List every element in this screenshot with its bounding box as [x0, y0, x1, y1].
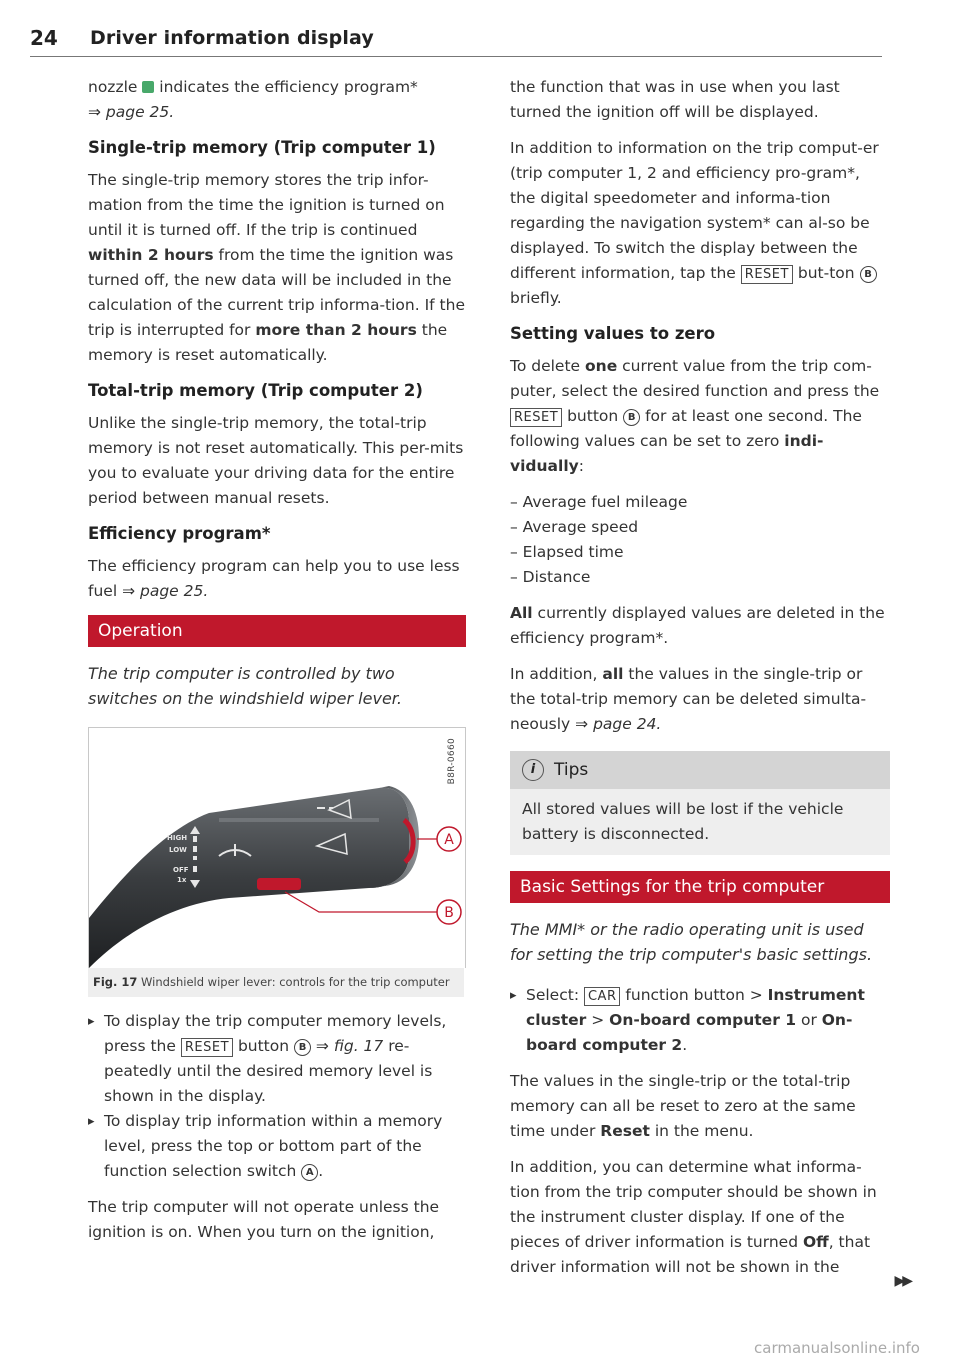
lever-mark-3 — [193, 856, 197, 860]
section-bar-operation: Operation — [88, 615, 466, 647]
lever-label-low: LOW — [169, 846, 187, 854]
lever-label-high: HIGH — [167, 834, 188, 842]
lever-label-off: OFF — [173, 866, 189, 874]
page-reference-link[interactable]: ⇒ page 25. — [122, 582, 209, 600]
tips-body: All stored values will be lost if the vehicle battery is disconnected. — [510, 789, 890, 855]
page-reference-link[interactable]: ⇒ page 24. — [575, 715, 662, 733]
total-trip-paragraph: Unlike the single-trip memory, the total-trip memory is not reset automatically. This per-mits you to evaluate your driving data for the entire period between manual resets. — [88, 414, 464, 507]
circle-label-a: A — [301, 1164, 318, 1181]
watermark: carmanualsonline.info — [754, 1339, 920, 1357]
all-values-paragraph: All currently displayed values are deleted in the efficiency program*. — [510, 604, 885, 647]
operation-intro: The trip computer is controlled by two switches on the windshield wiper lever. — [88, 664, 402, 708]
page-reference-link[interactable]: ⇒ page 25. — [88, 103, 175, 121]
reset-key: RESET — [510, 408, 562, 427]
lever-body — [89, 788, 409, 968]
heading-total-trip: Total-trip memory (Trip computer 2) — [88, 381, 423, 400]
basic-settings-intro: The MMI* or the radio operating unit is used for setting the trip computer's basic settings. — [510, 920, 873, 964]
right-column — [510, 75, 890, 1291]
circle-label-b: B — [294, 1039, 311, 1056]
page-number: 24 — [30, 26, 58, 50]
left-column — [88, 75, 466, 1256]
list-item: – Average speed — [510, 518, 639, 536]
lever-mark-2 — [193, 846, 197, 852]
lever-label-1x: 1x — [177, 876, 187, 884]
callout-label-a: A — [444, 832, 454, 848]
heading-single-trip: Single-trip memory (Trip computer 1) — [88, 138, 436, 157]
circle-label-b: B — [860, 266, 877, 283]
efficiency-paragraph: The efficiency program can help you to use less fuel ⇒ page 25. — [88, 557, 460, 600]
continuation-paragraph: the function that was in use when you last turned the ignition off will be displayed. — [510, 78, 840, 121]
figure-code: B8R-0660 — [447, 738, 457, 785]
callout-line-b — [285, 892, 439, 912]
car-key: CAR — [584, 987, 621, 1006]
lever-mark-4 — [193, 866, 197, 872]
nozzle-paragraph: nozzle indicates the efficiency program* ⇒ page 25. — [88, 78, 418, 121]
continue-arrow-icon: ▶▶ — [894, 1273, 910, 1289]
basic-settings-step: ▸ Select: CAR function button > Instrument cluster > On-board computer 1 or On-board computer 2. — [510, 983, 890, 1058]
delete-simultaneous-paragraph: In addition, all the values in the single-trip or the total-trip memory can be deleted simulta-neously ⇒ page 24. — [510, 665, 867, 733]
operation-steps — [88, 1009, 466, 1184]
reset-key: RESET — [181, 1038, 233, 1057]
list-item: – Elapsed time — [510, 543, 624, 561]
single-trip-paragraph: The single-trip memory stores the trip infor-mation from the time the ignition is turned on until it is turned off. If the trip is continued within 2 hours from the time the ignition was turned off, the new data will be included in the calculation of the current trip informa-tion. If the trip is interrupted for more than 2 hours the memory is reset automatically. — [88, 171, 465, 364]
efficiency-nozzle-icon — [142, 81, 154, 93]
callout-label-b: B — [444, 905, 454, 921]
operation-step-1: ▸ To display the trip computer memory levels, press the RESET button B ⇒ fig. 17 re-peatedly until the desired memory level is shown in the display. — [88, 1009, 466, 1109]
section-title: Driver information display — [90, 27, 374, 49]
wiper-lever-figure — [88, 727, 466, 968]
lever-mark-1 — [193, 836, 197, 842]
display-switch-paragraph: In addition to information on the trip comput-er (trip computer 1, 2 and efficiency pro-gram*, the digital speedometer and informa-tion regarding the navigation system* can al-so be displayed. To switch the display between the different information, tap the RESET but-ton B briefly. — [510, 139, 879, 307]
wiper-lever-illustration — [89, 728, 465, 968]
list-item: – Distance — [510, 568, 591, 586]
operation-step-2: ▸ To display trip information within a memory level, press the top or bottom part of the function selection switch A . — [88, 1109, 466, 1184]
info-icon: i — [522, 759, 544, 781]
zero-values-list — [510, 490, 890, 590]
zero-paragraph: To delete one current value from the trip com-puter, select the desired function and press the RESET button B for at least one second. The following values can be set to zero indi-vidually: — [510, 357, 880, 475]
list-item: – Average fuel mileage — [510, 493, 688, 511]
driver-info-paragraph: In addition, you can determine what informa-tion from the trip computer should be shown in the instrument cluster display. If one of the pieces of driver information is turned Off, that driver information will not be shown in the — [510, 1158, 877, 1276]
page-header — [30, 20, 882, 57]
heading-efficiency: Efficiency program* — [88, 524, 271, 543]
reset-key: RESET — [741, 265, 793, 284]
heading-setting-zero: Setting values to zero — [510, 324, 716, 343]
figure-reference-link[interactable]: ⇒ fig. 17 — [311, 1037, 384, 1055]
section-bar-basic-settings: Basic Settings for the trip computer — [510, 871, 890, 903]
basic-settings-steps — [510, 983, 890, 1058]
circle-label-b: B — [623, 409, 640, 426]
figure-caption: Fig. 17 Windshield wiper lever: controls for the trip computer — [88, 968, 464, 997]
tips-header — [510, 751, 890, 789]
tips-title: Tips — [554, 760, 589, 780]
reset-button-red — [257, 878, 301, 890]
reset-menu-paragraph: The values in the single-trip or the total-trip memory can all be reset to zero at the same time under Reset in the menu. — [510, 1072, 856, 1140]
lever-highlight — [219, 818, 379, 822]
operation-end-paragraph: The trip computer will not operate unless the ignition is on. When you turn on the ignition, — [88, 1198, 440, 1241]
